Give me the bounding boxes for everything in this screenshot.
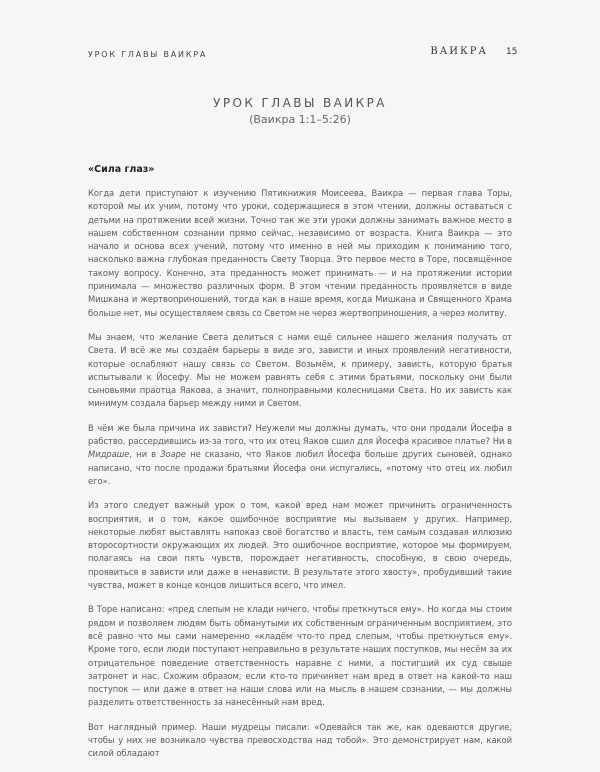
page-number: 15 <box>506 47 518 57</box>
book-title-header: ВАИКРА <box>430 46 488 57</box>
zohar-term: Зоаре <box>160 449 187 460</box>
paragraph-3-part-2: , ни в <box>129 449 161 460</box>
chapter-title: УРОК ГЛАВЫ ВАИКРА <box>213 96 387 110</box>
paragraph-1: Когда дети приступают к изучению Пятикнижия Моисеева, Ваикра — первая глава Торы, которой мы их учим, потому что уроки, содержащиеся в этом чтении, должны оставаться с детьми на протяжении всей жизни. Точно так же эти уроки должны занимать важное место в нашем собственном сознании прямо сейчас, независимо от возраста. Книга Ваикра — это начало и основа всех учений, потому что именно в ней мы приходим к пониманию того, насколько важна глубокая преданность Свету Творца. Это первое место в Торе, посвящённое такому вопросу. Конечно, эта преданность может принимать — и на протяжении истории принимала — множество различных форм. В этом чтении преданность проявляется в виде Мишкана и жертвоприношений, тогда как в наше время, когда Мишкана и Священного Храма больше нет, мы осуществляем связь со Светом не через жертвоприношения, а через молитву. <box>88 188 512 318</box>
section-heading: «Сила глаз» <box>88 164 155 175</box>
paragraph-3 <box>88 422 512 488</box>
paragraph-5: В Торе написано: «пред слепым не клади ничего, чтобы преткнуться ему». Но когда мы стоим рядом и позволяем людям быть обманутыми их собственным ограниченным восприятием, это всё равно что мы сами намеренно «кладём что-то пред слепым, чтобы преткнуться ему». Кроме того, если люди поступают неправильно в результате наших поступков, мы несём за их отрицательное поведение ответственность наравне с ними, а постигший их суд свыше затронет и нас. Схожим образом, если кто-то причиняет нам вред в ответ на какой-то наш поступок — или даже в ответ на наши слова или на мысль в нашем сознании, — мы должны разделить ответственность за нанесённый нам вред. <box>88 604 512 708</box>
paragraph-3-part-1: В чём же была причина их зависти? Неужели мы должны думать, что они продали Йосефа в рабство, рассердившись из-за того, что их отец Яаков сшил для Йосефа красивое платье? Ни в <box>88 422 512 447</box>
paragraph-2: Мы знаем, что желание Света делиться с нами ещё сильнее нашего желания получать от Света. И всё же мы создаём барьеры в виде эго, зависти и иных проявлений негативности, которые ослабляют нашу связь со Светом. Возьмём, к примеру, зависть, которую братья испытывали к Йосефу. Мы не можем равнять себя с этими братьями, поскольку они были сыновьями праотца Яакова, а значит, полноправными колесницами Света. Но их зависть как минимум создала барьер между ними и Светом. <box>88 331 512 409</box>
chapter-reference: (Ваикра 1:1–5:26) <box>249 113 351 126</box>
paragraph-3-part-3: не сказано, что Яаков любил Йосефа больше других сыновей, однако написано, что после продажи братьями Йосефа они испугались, «потому что отец их любил его». <box>88 449 513 486</box>
paragraph-4: Из этого следует важный урок о том, какой вред нам может причинить ограниченность восприятия, и о том, какое ошибочное восприятие мы вызываем у других. Например, некоторые любят выставлять напоказ своё богатство и власть, тем самым создавая иллюзию второсортности окружающих их людей. Это ошибочное восприятие, которое мы формируем, полагаясь на свои пять чувств, порождает негативность, способную, в свою очередь, проявиться в зависти или даже в ненависти. В результате этого хвосту», пробудивший такие чувства, может в конце концов лишиться всего, что имел. <box>88 500 512 591</box>
chapter-title-block <box>0 95 600 128</box>
body-text <box>88 164 512 772</box>
paragraph-6: Вот наглядный пример. Наши мудрецы писали: «Одевайся так же, как одеваются другие, чтобы у них не возникало чувства превосходства над тобой». Это демонстрирует нам, какой силой обладают <box>88 721 512 759</box>
midrash-term: Мидраше <box>88 449 130 460</box>
running-header: УРОК ГЛАВЫ ВАИКРА <box>88 50 208 59</box>
